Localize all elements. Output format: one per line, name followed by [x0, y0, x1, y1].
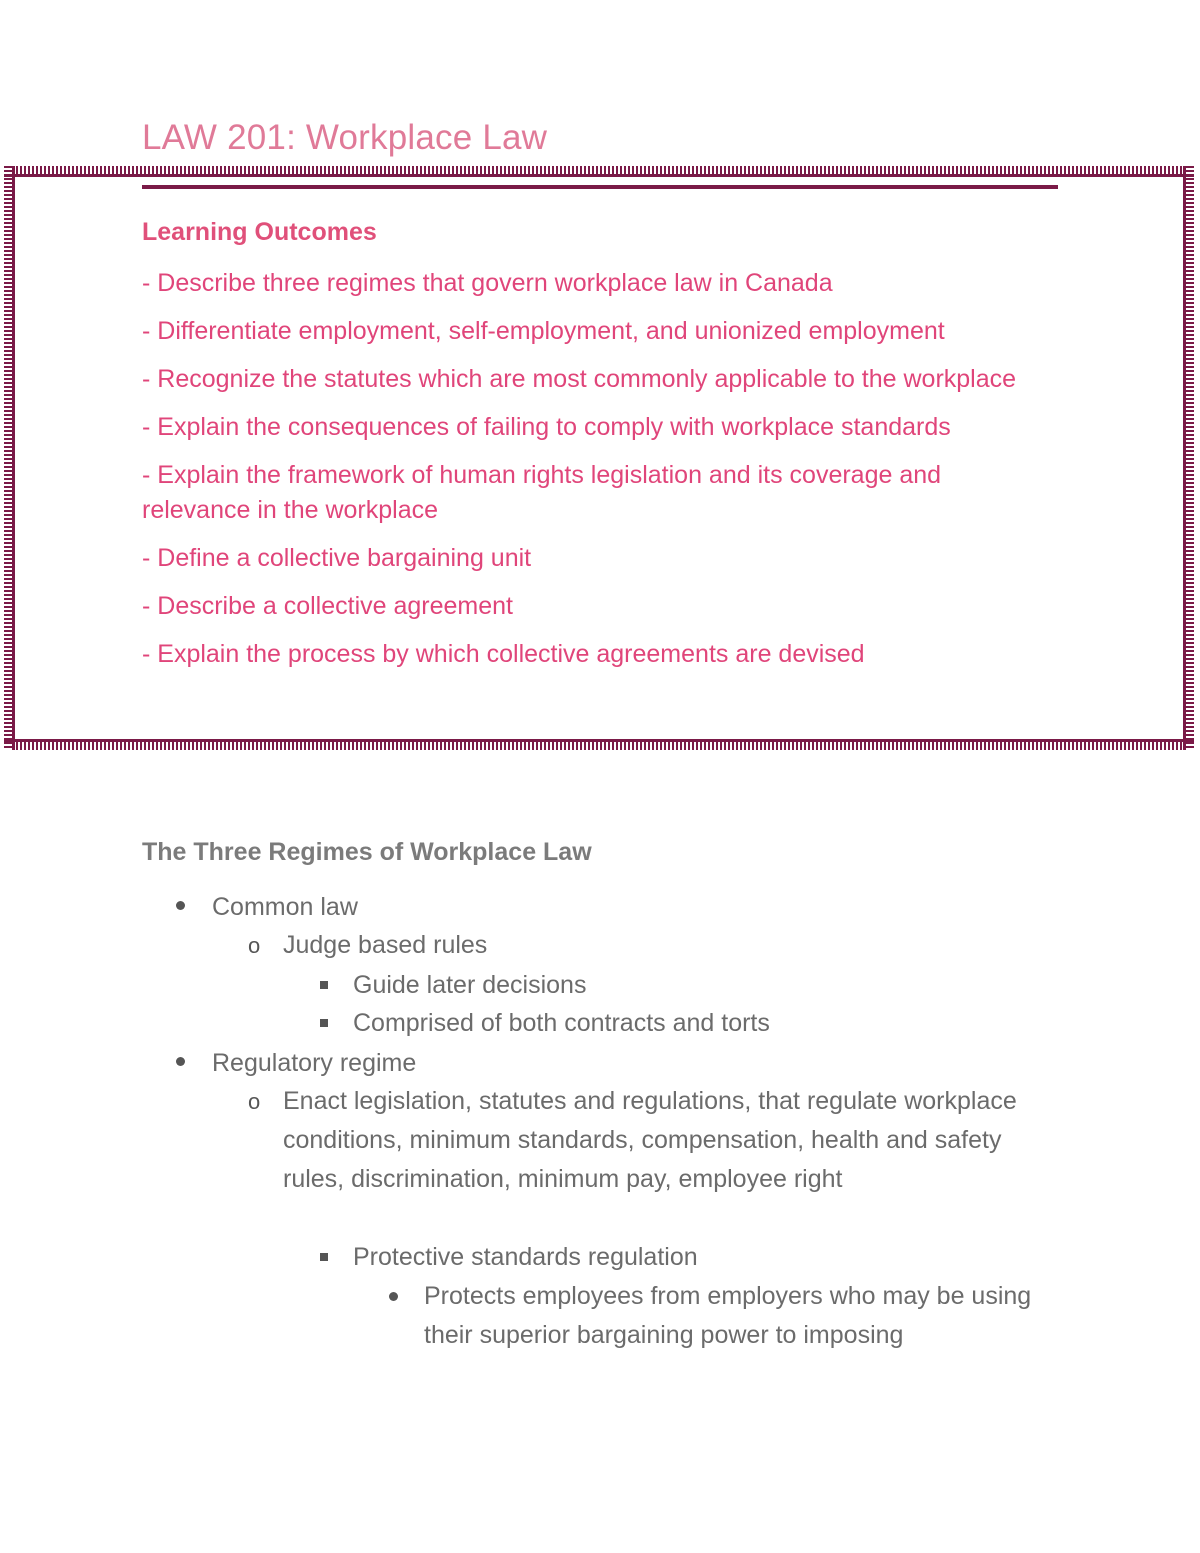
bullet-dot-icon [389, 1292, 398, 1301]
bullet-circle-icon: o [248, 1089, 261, 1114]
learning-outcomes-list [142, 266, 1042, 685]
common-law-sub: Judge based rules [283, 931, 488, 959]
frame-line-bottom [4, 739, 1194, 742]
bullet-dot-icon [176, 901, 185, 910]
outcome-item: - Explain the consequences of failing to comply with workplace standards [142, 413, 951, 441]
outcome-item: - Describe a collective agreement [142, 592, 513, 620]
regime-common-law: Common law [212, 893, 358, 921]
frame-border-right [1186, 166, 1194, 750]
outcome-item: - Explain the framework of human rights legislation and its coverage and relevance in the workplace [142, 461, 942, 524]
frame-border-left [4, 166, 12, 750]
frame-line-left [12, 166, 15, 750]
regime-regulatory: Regulatory regime [212, 1049, 417, 1077]
bullet-square-icon [320, 1253, 328, 1261]
bullet-dot-icon [176, 1057, 185, 1066]
frame-line-right [1183, 166, 1186, 750]
learning-outcomes-heading: Learning Outcomes [142, 218, 377, 246]
regulatory-detail: Protects employees from employers who may be using their superior bargaining power to imposing [424, 1282, 1032, 1349]
bullet-square-icon [320, 981, 328, 989]
regimes-heading: The Three Regimes of Workplace Law [142, 838, 592, 866]
regulatory-sub: Enact legislation, statutes and regulations, that regulate workplace conditions, minimum standards, compensation, health and safety rules, discrimination, minimum pay, employee right [283, 1087, 1017, 1193]
outcome-item: - Recognize the statutes which are most commonly applicable to the workplace [142, 365, 1017, 393]
common-law-point: Guide later decisions [353, 971, 587, 999]
bullet-square-icon [320, 1019, 328, 1027]
outcome-item: - Describe three regimes that govern workplace law in Canada [142, 269, 833, 297]
frame-border-bottom [4, 742, 1194, 750]
page-title: LAW 201: Workplace Law [142, 118, 548, 157]
frame-line-top [4, 174, 1194, 177]
bullet-circle-icon: o [248, 933, 261, 958]
frame-border-top [4, 166, 1194, 174]
common-law-point: Comprised of both contracts and torts [353, 1009, 770, 1037]
outcome-item: - Define a collective bargaining unit [142, 544, 532, 572]
regulatory-point: Protective standards regulation [353, 1243, 698, 1271]
title-divider [142, 185, 1058, 189]
outcome-item: - Differentiate employment, self-employment, and unionized employment [142, 317, 945, 345]
outcome-item: - Explain the process by which collective agreements are devised [142, 640, 865, 668]
